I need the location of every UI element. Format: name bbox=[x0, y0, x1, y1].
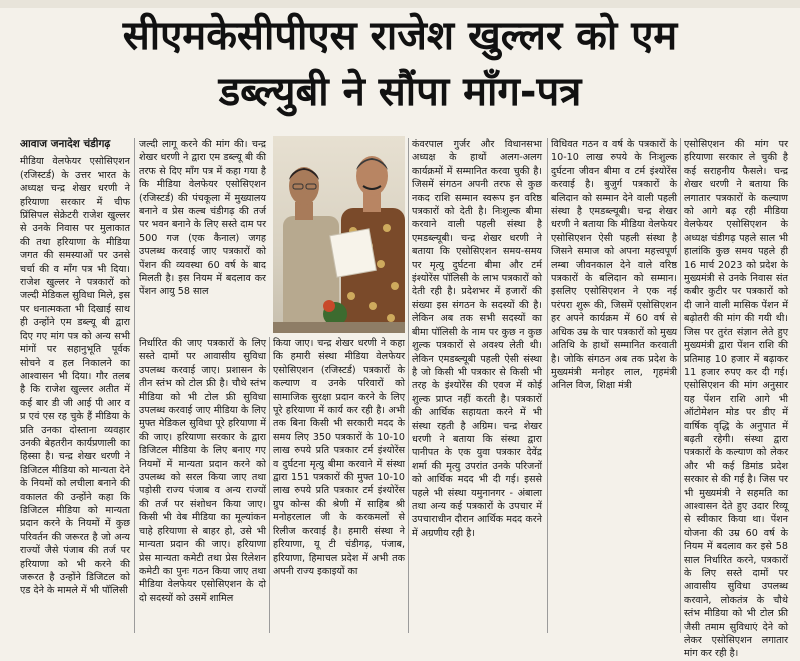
article-column-1 bbox=[20, 138, 130, 633]
column-text: कंवरपाल गुर्जर और विधानसभा अध्यक्ष के हाथों अलग-अलग कार्यक्रमों में सम्मानित करवा चुकी है। जिसमें संगठन अपनी तरफ से कुछ नकद राशि सम्मान स्वरूप इन वरिष्ठ पत्रकारों को देती है। निःशुल्क बीमा करवाने वाली पहली संस्था है एमडब्ल्यूबी। चन्द्र शेखर धरणी ने बताया कि एसोसिएशन समय-समय पर मृत्यु दुर्घटना बीमा और टर्म इंश्योरेंस पॉलिसी के लाभ पत्रकारों को देती रही है। प्रदेशभर में हजारों की संख्या इस संगठन के सदस्यों की है। लेकिन अब तक सभी सदस्यों का बीमा पॉलिसी के नाम पर कुछ न कुछ शुल्क पत्रकारों से अवश्य लेती थी। लेकिन एमडब्ल्यूबी पहली ऐसी संस्था है जो किसी भी पत्रकार से किसी भी तरह के इंश्योरेंस की एवज में कोई शुल्क प्राप्त नहीं करती है। पत्रकारों की आर्थिक सहायता करने में भी संस्था रहती है अग्रिम। चन्द्र शेखर धरणी ने बताया कि संस्था द्वारा पानीपत के एक युवा पत्रकार देवेंद्र शर्मा की मृत्यु उपरांत उनके परिजनों को आर्थिक मदद भी दी गई। इससे पहले भी संस्था यमुनानगर - अंबाला तथा अन्य कई पत्रकारों के उपचार में उपचाराधीन दौरान आर्थिक मदद करने में अग्रणीय रही है। bbox=[412, 139, 542, 539]
article-column-6 bbox=[684, 138, 788, 660]
column-divider bbox=[408, 138, 409, 633]
article-column-4 bbox=[412, 138, 542, 633]
headline-line-2: डब्ल्युबी ने सौंपा माँग-पत्र bbox=[218, 69, 582, 115]
column-text: मीडिया वेलफेयर एसोसिएशन (रजिस्टर्ड) के उत्तर भारत के अध्यक्ष चन्द्र शेखर धरणी ने हरियाणा सरकार में चीफ प्रिंसिपल सेक्रेटरी राजेश खुल्लर से उनके निवास पर मुलाकात की तथा हरियाणा के मीडिया जगत की समस्याओं पर उनसे चर्चा की व माँग पत्र भी दिया। राजेश खुल्लर ने पत्रकारों को जल्दी मेडिकल सुविधा मिले, इस पर धनात्मकता भी दिखाई साथ ही उन्होंने एम डब्ल्यू बी द्वारा दिए गए मांग पत्र को अन्य सभी मांगों पर सहानुभूति पूर्वक सोचने व हल निकालने का आश्वासन भी दिया। गौर तलब है कि राजेश खुल्लर अतीत में कई बार डी जी आई पी आर व प्र एवं एस रह चुके हैं मीडिया के प्रति उनका दोस्ताना व्यवहार उनकी बेहतरीन कार्यप्रणाली का हिस्सा है। चन्द्र शेखर धरणी ने डिजिटल मीडिया को मान्यता देने के नियमों को लचीला बनाने की वकालत की उन्होंने कहा कि डिजिटल मीडिया को मान्यता प्रदान करने के नियमों में कुछ परिवर्तन की जरूरत है जो अन्य राज्यों जैसे पंजाब की तर्ज पर हरियाणा को भी करने की जरूरत है उन्होंने डिजिटल को एड देने के मामले में भी पॉलिसी bbox=[20, 156, 130, 597]
article-column-3 bbox=[273, 337, 405, 633]
column-divider bbox=[134, 138, 135, 633]
byline: आवाज जनादेश चंडीगढ़ bbox=[20, 138, 111, 150]
article-column-5 bbox=[551, 138, 677, 633]
headline-line-1: सीएमकेसीपीएस राजेश खुल्लर को एम bbox=[122, 13, 678, 59]
article-column-2-top bbox=[139, 138, 266, 333]
column-divider bbox=[269, 337, 270, 633]
column-text: एसोसिएशन की मांग पर हरियाणा सरकार ले चुकी है कई सराहनीय फैसले। चन्द्र शेखर धरणी ने बताया कि लगातार पत्रकारों के कल्याण को आगे बढ़ रही मीडिया वेलफेयर एसोसिएशन के अध्यक्ष चंडीगढ़ पहले साल भी हालांकि कुछ समय पहले ही 16 मार्च 2023 को प्रदेश के मुख्यमंत्री से उनके निवास संत कबीर कुटीर पर पत्रकारों को दी जाने वाली मासिक पेंशन में बढ़ोतरी की मांग की गयी थी। जिस पर तुरंत संज्ञान लेते हुए मुख्यमंत्री द्वारा पेंशन राशि की प्रतिमाह 10 हजार में बढ़ाकर 11 हजार रुपए कर दी गई। एसोसिएशन की मांग अनुसार यह पेंशन राशि आगे भी ऑटोमेशन मोड पर डीए में वार्षिक वृद्धि के अनुपात में बढ़ती रहेगी। संस्था द्वारा पत्रकारों के कल्याण को लेकर और भी कई डिमांड प्रदेश सरकार से की गई है। जिस पर भी मुख्यमंत्री ने सहमति का आश्वासन देते हुए उदार रिव्यू से स्वीकार किया था। पेंशन योजना की उम्र 60 वर्ष के नियम में बदलाव कर इसे 58 साल निर्धारित करने, पत्रकारों के लिए सस्ते दामों पर आवासीय सुविधा उपलब्ध करवाने, लोकतंत्र के चौथे स्तंभ मीडिया को भी टोल फ्री जैसी तमाम सुविधाएं देने को लेकर एसोसिएशन लगातार मांग कर रही है। bbox=[684, 139, 788, 660]
column-text: जल्दी लागू करने की मांग की। चन्द्र शेखर धरणी ने द्वारा एम डब्ल्यू बी की तरफ से दिए माँग पत्र में कहा गया है कि मीडिया वेलफेयर एसोसिएशन (रजिस्टर्ड) की पंचकूला में मुख्यालय बनाने व प्रेस कल्ब चंडीगढ़ की तर्ज पर भवन बनाने के लिए सस्ते दाम पर 500 गज (एक कैनाल) जगह उपलब्ध करवाई जाए पत्रकारों को पेंशन की व्यवस्था 60 वर्ष के बाद मिलती है। इस नियम में बदलाव कर पेंशन आयु 58 साल bbox=[139, 139, 266, 298]
masthead-strip bbox=[0, 0, 800, 8]
column-text: किया जाए। चन्द्र शेखर धरणी ने कहा कि हमारी संस्था मीडिया वेलफेयर एसोसिएशन (रजिस्टर्ड) पत्रकारों के कल्याण व उनके परिवारों को सामाजिक सुरक्षा प्रदान करने के लिए पूरे हरियाणा में कार्य कर रही है। अभी तक बिना किसी भी सरकारी मदद के समय लिए 350 पत्रकारों के 10-10 लाख रुपये प्रति पत्रकार टर्म इंश्योरेंस व दुर्घटना मृत्यु बीमा करवाने में संस्था द्वारा 151 पत्रकारों की मुफ्त 10-10 लाख रुपये प्रति पत्रकार टर्म इंश्योरेंस ग्रुप कोन्स की श्रेणी में साहिब श्री मनोहरलाल जी के करकमलों से रिलीज करवाई है। हमारी संस्था ने हरियाणा, यू टी चंडीगढ़, पंजाब, हरियाणा, हिमाचल प्रदेश में अभी तक अपनी राज्य इकाइयों का bbox=[273, 338, 405, 577]
column-divider bbox=[547, 138, 548, 633]
news-photo bbox=[273, 136, 405, 333]
photo-illustration bbox=[273, 136, 405, 333]
column-divider bbox=[680, 138, 681, 633]
column-text: निर्धारित की जाए पत्रकारों के लिए सस्ते दामों पर आवासीय सुविधा उपलब्ध करवाई जाए। प्रशासन के तीन स्तंभ को टोल फ्री है। चौथे स्तंभ मीडिया को भी टोल फ्री सुविधा उपलब्ध करवाई जाए मीडिया के लिए मुफ्त मेडिकल सुविधा पूरे हरियाणा में की जाए। हरियाणा सरकार के द्वारा डिजिटल मीडिया के लिए बनाए गए नियमों में मान्यता प्रदान करने को उपलब्ध को सरल किया जाए तथा पड़ोसी राज्य पंजाब व अन्य राज्यों की तर्ज पर संशोधन किया जाए। किसी भी वेब मीडिया का मूल्यांकन चाहे हरियाणा से बाहर हो, उसे भी मान्यता प्रदान की जाए। हरियाणा प्रेस मान्यता कमेटी तथा प्रेस रिलेशन कमेटी का पुनः गठन किया जाए तथा मीडिया वेलफेयर एसोसिएशन के दो दो सदस्यों को उसमें शामिल bbox=[139, 338, 266, 604]
article-column-2-bottom bbox=[139, 337, 266, 633]
column-text: विधिवत गठन व वर्ष के पत्रकारों के 10-10 लाख रुपये के निःशुल्क दुर्घटना जीवन बीमा व टर्म इंश्योरेंस करवाई है। बुजुर्ग पत्रकारों के बलिदान को सम्मान देने वाली पहली संस्था है एमडब्ल्यूबी। चन्द्र शेखर धरणी ने बताया कि मीडिया वेलफेयर एसोसिएशन ऐसी पहली संस्था है जिसने समाज को अपना महत्त्वपूर्ण लम्बा जीवनकाल देने वाले वरिष्ठ पत्रकारों के बलिदान को सम्मान। इसलिए एसोसिएशन ने एक नई परंपरा शुरू की, जिसमें एसोसिएशन हर अपने कार्यक्रम में 60 वर्ष से अधिक उम्र के चार पत्रकारों को मुख्य अतिथि के हाथों सम्मानित करवाती है। जोकि संगठन अब तक प्रदेश के मुख्यमंत्री मनोहर लाल, गृहमंत्री अनिल विज, शिक्षा मंत्री bbox=[551, 139, 678, 392]
